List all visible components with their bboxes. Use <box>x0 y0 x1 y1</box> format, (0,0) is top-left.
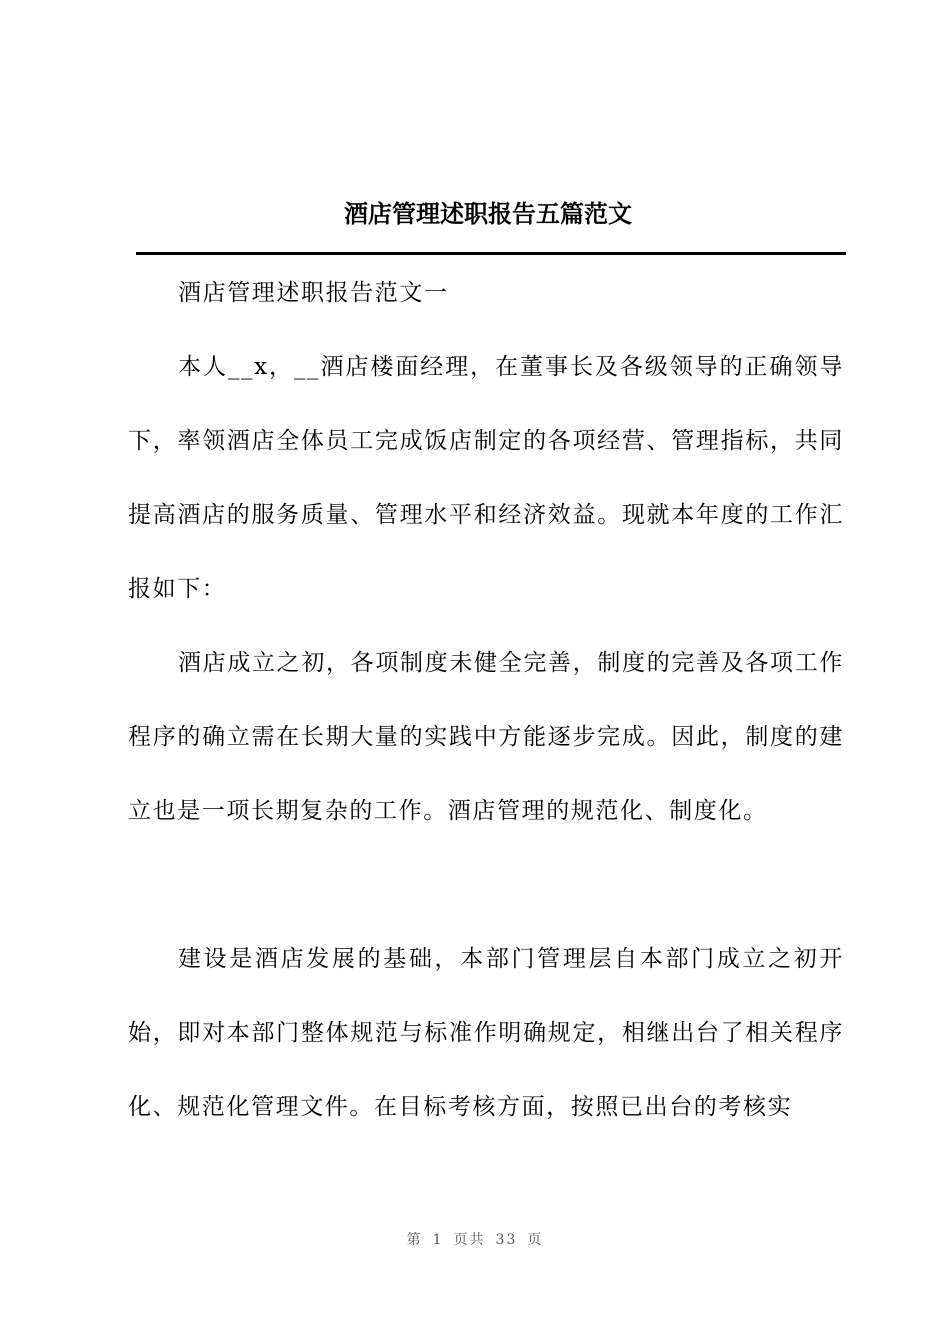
document-body <box>128 256 844 1144</box>
footer-suffix: 页 <box>527 1232 544 1248</box>
title-divider <box>136 252 846 255</box>
paragraph: 建设是酒店发展的基础，本部门管理层自本部门成立之初开始，即对本部门整体规范与标准作明确规定，相继出台了相关程序化、规范化管理文件。在目标考核方面，按照已出台的考核实 <box>128 946 844 1120</box>
page-footer <box>0 1229 950 1249</box>
paragraph: 酒店成立之初，各项制度未健全完善，制度的完善及各项工作程序的确立需在长期大量的实践中方能逐步完成。因此，制度的建立也是一项长期复杂的工作。酒店管理的规范化、制度化。 <box>128 650 844 824</box>
footer-middle: 页共 <box>453 1232 486 1248</box>
paragraph: 本人__x，__酒店楼面经理，在董事长及各级领导的正确领导下，率领酒店全体员工完成饭店制定的各项经营、管理指标，共同提高酒店的服务质量、管理水平和经济效益。现就本年度的工作汇报如下： <box>128 354 844 602</box>
document-title: 酒店管理述职报告五篇范文 <box>344 199 632 228</box>
footer-total-pages: 33 <box>495 1232 518 1248</box>
footer-page-number: 1 <box>432 1232 444 1248</box>
footer-prefix: 第 <box>406 1232 423 1248</box>
section-heading: 酒店管理述职报告范文一 <box>178 280 449 306</box>
blank-line <box>128 848 844 922</box>
